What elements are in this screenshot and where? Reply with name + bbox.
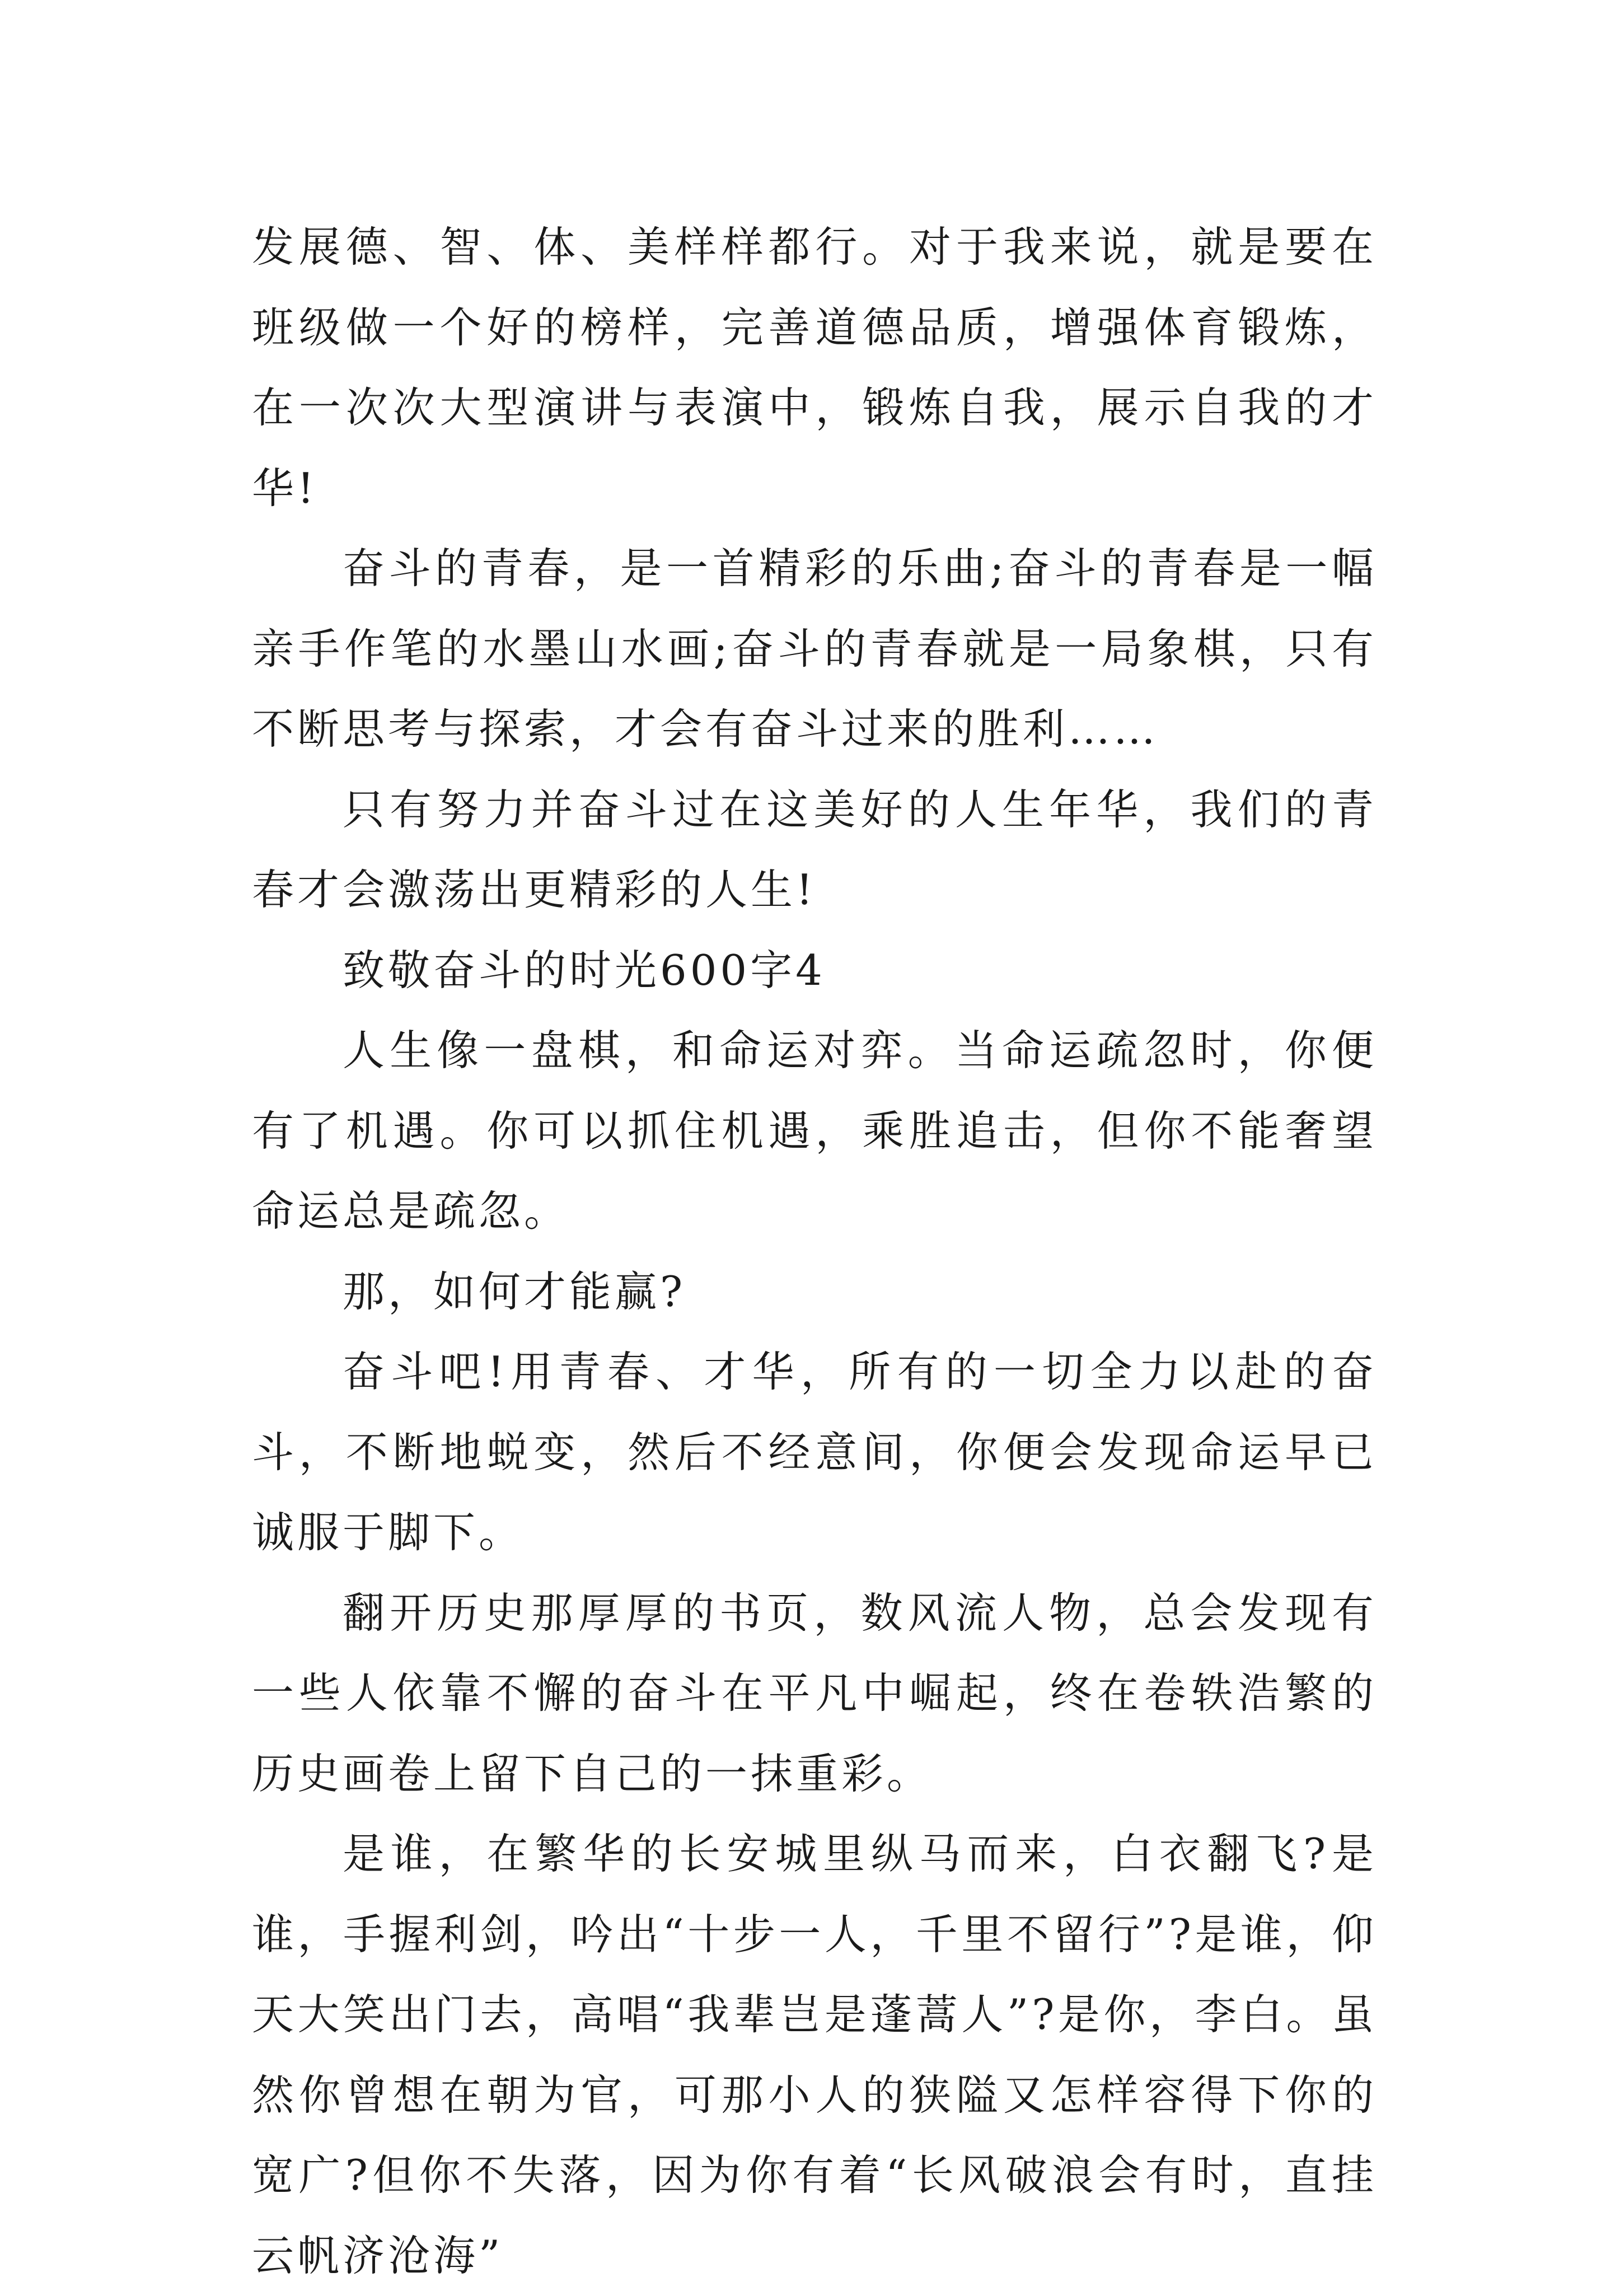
paragraph-3: 只有努力并奋斗过在这美好的人生年华，我们的青春才会激荡出更精彩的人生!: [252, 784, 1377, 914]
document-page: [252, 207, 1377, 2296]
paragraph-7: 翻开历史那厚厚的书页，数风流人物，总会发现有一些人依靠不懈的奋斗在平凡中崛起，终在卷轶浩繁的历史画卷上留下自己的一抹重彩。: [252, 1588, 1377, 1798]
section-title: 致敬奋斗的时光600字4: [343, 945, 826, 995]
paragraph-1: 发展德、智、体、美样样都行。对于我来说，就是要在班级做一个好的榜样，完善道德品质，增强体育锻炼，在一次次大型演讲与表演中，锻炼自我，展示自我的才华!: [252, 222, 1377, 513]
paragraph-6: 奋斗吧!用青春、才华，所有的一切全力以赴的奋斗，不断地蜕变，然后不经意间，你便会发现命运早已诚服于脚下。: [252, 1347, 1377, 1557]
paragraph-5: 那，如何才能赢?: [343, 1266, 686, 1316]
paragraph-4: 人生像一盘棋，和命运对弈。当命运疏忽时，你便有了机遇。你可以抓住机遇，乘胜追击，但你不能奢望命运总是疏忽。: [252, 1026, 1377, 1236]
paragraph-2: 奋斗的青春，是一首精彩的乐曲;奋斗的青春是一幅亲手作笔的水墨山水画;奋斗的青春就是一局象棋，只有不断思考与探索，才会有奋斗过来的胜利……: [252, 544, 1377, 754]
paragraph-8: 是谁，在繁华的长安城里纵马而来，白衣翻飞?是谁，手握利剑，吟出“十步一人，千里不留行”?是谁，仰天大笑出门去，高唱“我辈岂是蓬蒿人”?是你，李白。虽然你曾想在朝为官，可那小人的狭隘又怎样容得下你的宽广?但你不失落，因为你有着“长风破浪会有时，直挂云帆济沧海”: [252, 1829, 1377, 2280]
